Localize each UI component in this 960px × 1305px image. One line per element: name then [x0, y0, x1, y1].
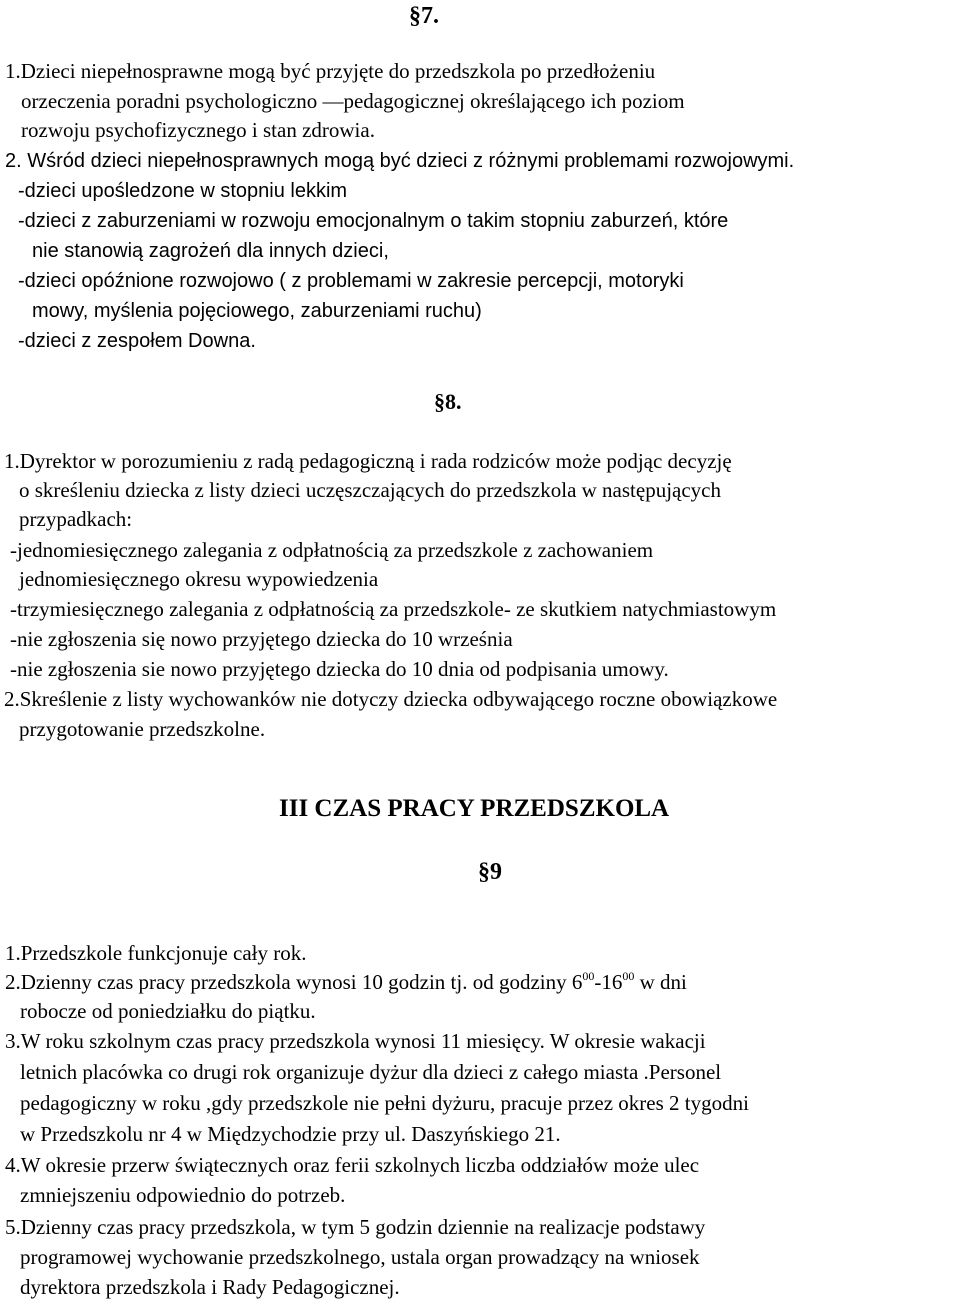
- s7-line-10: -dzieci z zespołem Downa.: [18, 330, 256, 352]
- hours-end-minutes: 00: [622, 969, 635, 983]
- s7-line-7: nie stanowią zagrożeń dla innych dzieci,: [32, 240, 389, 262]
- section-9-title: §9: [478, 859, 502, 885]
- s9-line-4: 3.W roku szkolnym czas pracy przedszkola wynosi 11 miesięcy. W okresie wakacji: [5, 1029, 706, 1053]
- s7-line-1: 1.Dzieci niepełnosprawne mogą być przyjęte do przedszkola po przedłożeniu: [5, 59, 656, 83]
- s8-line-7: -nie zgłoszenia się nowo przyjętego dziecka do 10 września: [10, 627, 513, 651]
- s9-line-9: zmniejszeniu odpowiednio do potrzeb.: [20, 1183, 346, 1207]
- s8-line-4: -jednomiesięcznego zalegania z odpłatnością za przedszkole z zachowaniem: [10, 538, 654, 562]
- s9-line-10: 5.Dzienny czas pracy przedszkola, w tym 5 godzin dziennie na realizacje podstawy: [5, 1215, 706, 1239]
- s9-line-6: pedagogiczny w roku ,gdy przedszkole nie pełni dyżuru, pracuje przez okres 2 tygodni: [20, 1091, 749, 1115]
- s8-line-1: 1.Dyrektor w porozumieniu z radą pedagogiczną i rada rodziców może podjąc decyzję: [4, 449, 732, 473]
- s9-line-2-text: 2.Dzienny czas pracy przedszkola wynosi 10 godzin tj. od godziny 6: [5, 970, 583, 994]
- s7-line-9: mowy, myślenia pojęciowego, zaburzeniami ruchu): [32, 300, 482, 322]
- s7-line-8: -dzieci opóźnione rozwojowo ( z problemami w zakresie percepcji, motoryki: [18, 270, 684, 292]
- s9-line-11: programowej wychowanie przedszkolnego, ustala organ prowadzący na wniosek: [20, 1245, 700, 1269]
- s7-line-4: 2. Wśród dzieci niepełnosprawnych mogą być dzieci z różnymi problemami rozwojowymi.: [5, 150, 795, 172]
- s7-line-5: -dzieci upośledzone w stopniu lekkim: [18, 180, 348, 202]
- s8-line-5: jednomiesięcznego okresu wypowiedzenia: [19, 567, 379, 591]
- s8-line-8: -nie zgłoszenia sie nowo przyjętego dziecka do 10 dnia od podpisania umowy.: [10, 657, 669, 681]
- s8-line-6: -trzymiesięcznego zalegania z odpłatnością za przedszkole- ze skutkiem natychmiastowym: [10, 597, 777, 621]
- s9-line-5: letnich placówka co drugi rok organizuje dyżur dla dzieci z całego miasta .Personel: [20, 1060, 722, 1084]
- section-7-title: §7.: [409, 3, 439, 29]
- s9-line-8: 4.W okresie przerw świątecznych oraz ferii szkolnych liczba oddziałów może ulec: [5, 1153, 700, 1177]
- s8-line-9: 2.Skreślenie z listy wychowanków nie dotyczy dziecka odbywającego roczne obowiązkowe: [4, 687, 778, 711]
- s9-line-7: w Przedszkolu nr 4 w Międzychodzie przy ul. Daszyńskiego 21.: [20, 1122, 561, 1146]
- s7-line-3: rozwoju psychofizycznego i stan zdrowia.: [21, 118, 375, 142]
- s9-line-12: dyrektora przedszkola i Rady Pedagogicznej.: [20, 1275, 400, 1299]
- s9-line-2: [5, 969, 687, 995]
- hours-start-minutes: 00: [582, 969, 595, 983]
- section-8-title: §8.: [434, 389, 462, 414]
- hours-tail: w dni: [634, 970, 687, 994]
- s8-line-10: przygotowanie przedszkolne.: [19, 717, 266, 741]
- s9-line-1: 1.Przedszkole funkcjonuje cały rok.: [5, 941, 307, 965]
- s8-line-2: o skreśleniu dziecka z listy dzieci uczęszczających do przedszkola w następujących: [19, 478, 722, 502]
- s7-line-6: -dzieci z zaburzeniami w rozwoju emocjonalnym o takim stopniu zaburzeń, które: [18, 210, 729, 232]
- chapter-heading: III CZAS PRACY PRZEDSZKOLA: [279, 795, 670, 822]
- s8-line-3: przypadkach:: [19, 507, 133, 531]
- hours-end: -16: [594, 970, 623, 994]
- s9-line-3: robocze od poniedziałku do piątku.: [20, 999, 316, 1023]
- s7-line-2: orzeczenia poradni psychologiczno —pedagogicznej określającego ich poziom: [21, 89, 685, 113]
